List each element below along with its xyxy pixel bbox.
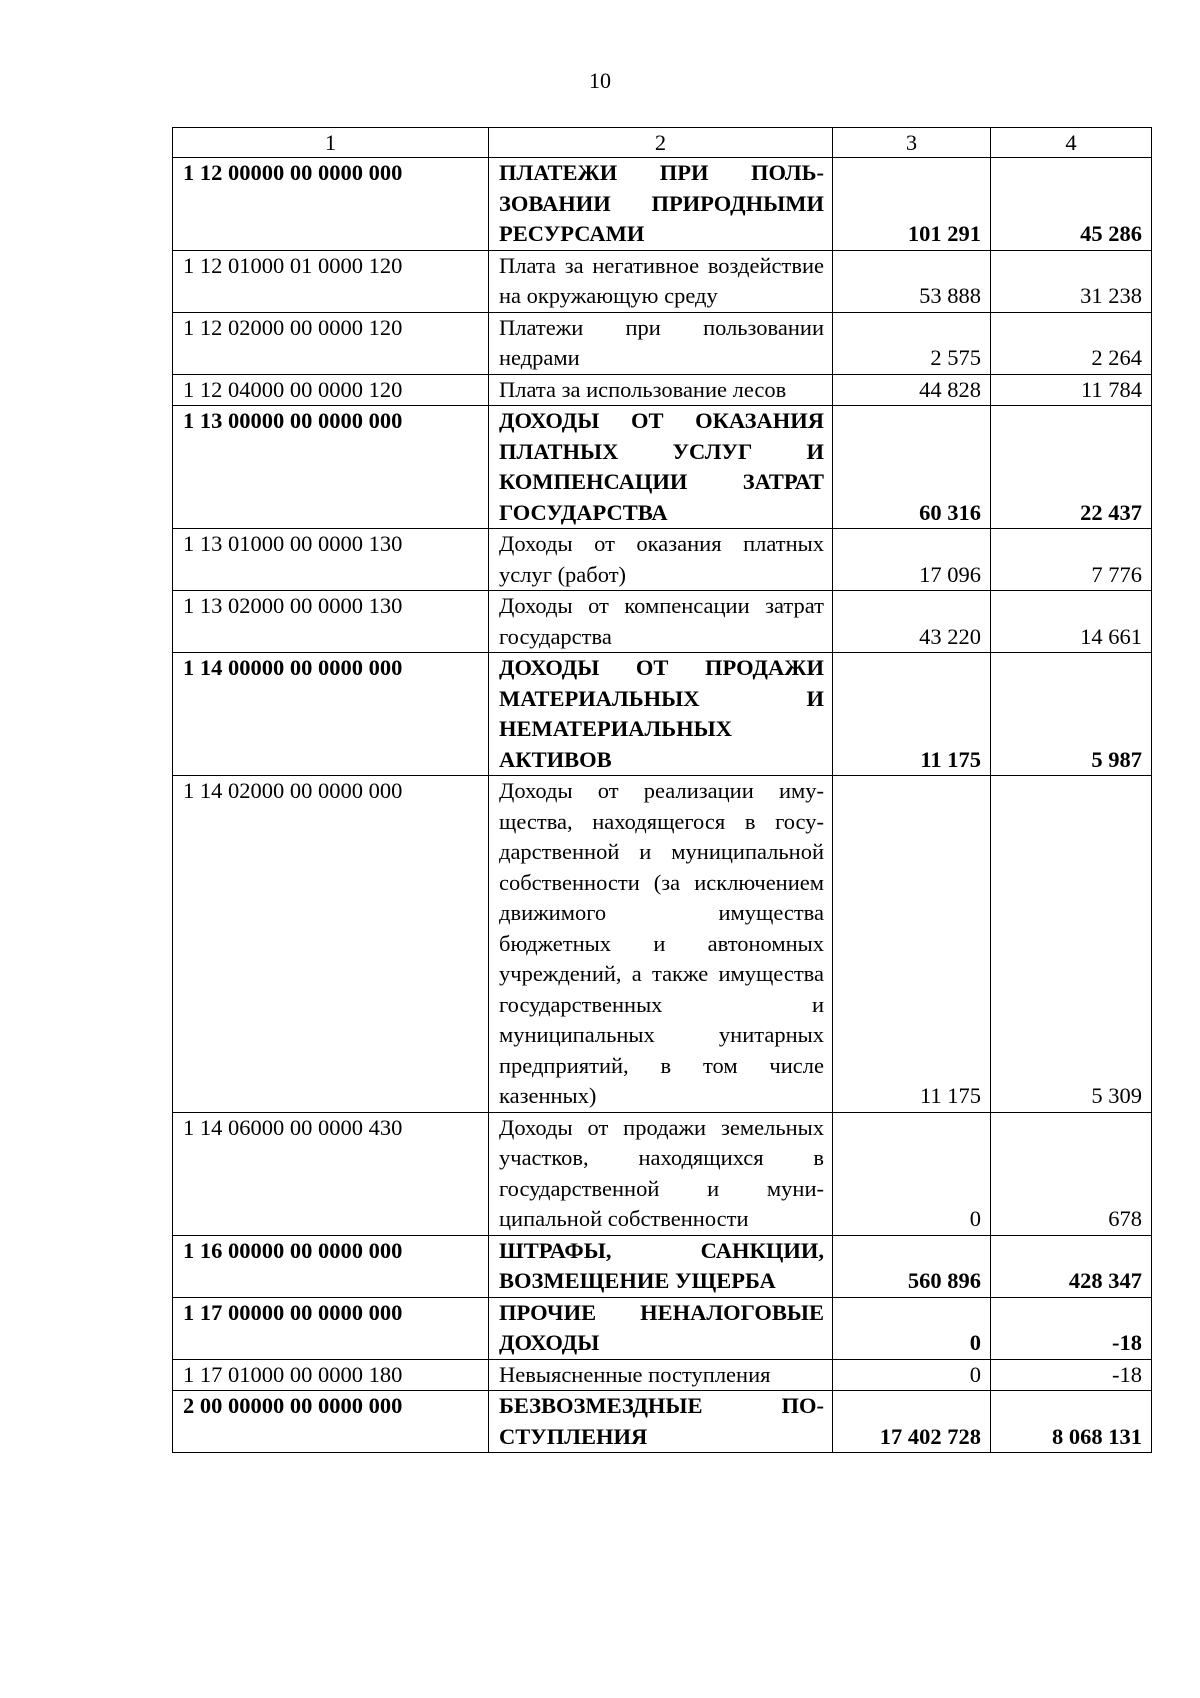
value-col3-cell: 11 175	[833, 776, 991, 1113]
value-col3-cell: 17 096	[833, 529, 991, 591]
column-number-2: 2	[489, 128, 833, 158]
revenue-name-cell: БЕЗВОЗМЕЗДНЫЕ ПОСТУПЛЕНИЯ	[489, 1391, 833, 1453]
value-col3-cell: 43 220	[833, 591, 991, 653]
value-col3-cell: 60 316	[833, 406, 991, 529]
value-col3-cell: 2 575	[833, 312, 991, 374]
table-row	[173, 776, 1152, 1113]
budget-code-cell: 1 14 00000 00 0000 000	[173, 653, 489, 776]
value-col3-cell: 0	[833, 1359, 991, 1391]
table-row	[173, 1112, 1152, 1235]
budget-code-cell: 1 12 02000 00 0000 120	[173, 312, 489, 374]
value-col4-cell: 8 068 131	[991, 1391, 1152, 1453]
table-row	[173, 312, 1152, 374]
value-col4-cell: 5 987	[991, 653, 1152, 776]
value-col4-cell: 11 784	[991, 374, 1152, 406]
revenue-name-cell: Плата за негативное воздействие на окружающую среду	[489, 250, 833, 312]
value-col3-cell: 0	[833, 1112, 991, 1235]
budget-revenue-table	[172, 127, 1152, 1453]
value-col4-cell: 31 238	[991, 250, 1152, 312]
table-row	[173, 1359, 1152, 1391]
value-col3-cell: 560 896	[833, 1235, 991, 1297]
budget-code-cell: 1 13 00000 00 0000 000	[173, 406, 489, 529]
value-col4-cell: -18	[991, 1297, 1152, 1359]
table-row	[173, 529, 1152, 591]
page-number: 10	[589, 68, 611, 93]
value-col4-cell: 7 776	[991, 529, 1152, 591]
table-row-section	[173, 1391, 1152, 1453]
table-row-section	[173, 653, 1152, 776]
value-col3-cell: 17 402 728	[833, 1391, 991, 1453]
revenue-name-cell: Платежи при пользовании недрами	[489, 312, 833, 374]
value-col3-cell: 53 888	[833, 250, 991, 312]
value-col4-cell: 14 661	[991, 591, 1152, 653]
table-row	[173, 250, 1152, 312]
value-col3-cell: 11 175	[833, 653, 991, 776]
table-row	[173, 374, 1152, 406]
value-col4-cell: 45 286	[991, 158, 1152, 251]
column-number-1: 1	[173, 128, 489, 158]
revenue-name-cell: ПЛАТЕЖИ ПРИ ПОЛЬЗОВАНИИ ПРИРОДНЫМИ РЕСУРСАМИ	[489, 158, 833, 251]
revenue-name-cell: ДОХОДЫ ОТ ПРОДАЖИ МАТЕРИАЛЬНЫХ И НЕМАТЕРИАЛЬНЫХ АКТИВОВ	[489, 653, 833, 776]
column-number-3: 3	[833, 128, 991, 158]
value-col4-cell: 678	[991, 1112, 1152, 1235]
column-number-4: 4	[991, 128, 1152, 158]
value-col4-cell: 22 437	[991, 406, 1152, 529]
budget-code-cell: 1 12 00000 00 0000 000	[173, 158, 489, 251]
budget-code-cell: 1 16 00000 00 0000 000	[173, 1235, 489, 1297]
value-col3-cell: 44 828	[833, 374, 991, 406]
value-col3-cell: 0	[833, 1297, 991, 1359]
revenue-name-cell: ШТРАФЫ, САНКЦИИ, ВОЗМЕЩЕНИЕ УЩЕРБА	[489, 1235, 833, 1297]
budget-code-cell: 1 13 01000 00 0000 130	[173, 529, 489, 591]
budget-code-cell: 1 12 01000 01 0000 120	[173, 250, 489, 312]
budget-code-cell: 1 14 06000 00 0000 430	[173, 1112, 489, 1235]
revenue-name-cell: Доходы от компенсации затрат государства	[489, 591, 833, 653]
value-col4-cell: 2 264	[991, 312, 1152, 374]
table-row-section	[173, 158, 1152, 251]
budget-code-cell: 1 13 02000 00 0000 130	[173, 591, 489, 653]
budget-code-cell: 1 17 00000 00 0000 000	[173, 1297, 489, 1359]
revenue-name-cell: ПРОЧИЕ НЕНАЛОГОВЫЕ ДОХОДЫ	[489, 1297, 833, 1359]
revenue-name-cell: Плата за использование лесов	[489, 374, 833, 406]
revenue-name-cell: ДОХОДЫ ОТ ОКАЗАНИЯ ПЛАТНЫХ УСЛУГ И КОМПЕНСАЦИИ ЗАТРАТ ГОСУДАРСТВА	[489, 406, 833, 529]
table-row	[173, 591, 1152, 653]
table-row-section	[173, 1235, 1152, 1297]
table-row-section	[173, 406, 1152, 529]
budget-code-cell: 1 14 02000 00 0000 000	[173, 776, 489, 1113]
value-col4-cell: 5 309	[991, 776, 1152, 1113]
revenue-name-cell: Доходы от оказания платных услуг (работ)	[489, 529, 833, 591]
budget-code-cell: 1 17 01000 00 0000 180	[173, 1359, 489, 1391]
revenue-name-cell: Невыясненные поступления	[489, 1359, 833, 1391]
value-col4-cell: -18	[991, 1359, 1152, 1391]
value-col4-cell: 428 347	[991, 1235, 1152, 1297]
revenue-name-cell: Доходы от реализации имущества, находящегося в государственной и муниципальной собственности (за исключением движимого имущества бюджетных и автономных учреждений, а также имущества государственных и муниципальных унитарных предприятий, в том числе казенных)	[489, 776, 833, 1113]
table-header-row	[173, 128, 1152, 158]
table-row-section	[173, 1297, 1152, 1359]
value-col3-cell: 101 291	[833, 158, 991, 251]
revenue-name-cell: Доходы от продажи земельных участков, находящихся в государственной и муниципальной собственности	[489, 1112, 833, 1235]
budget-code-cell: 2 00 00000 00 0000 000	[173, 1391, 489, 1453]
budget-code-cell: 1 12 04000 00 0000 120	[173, 374, 489, 406]
